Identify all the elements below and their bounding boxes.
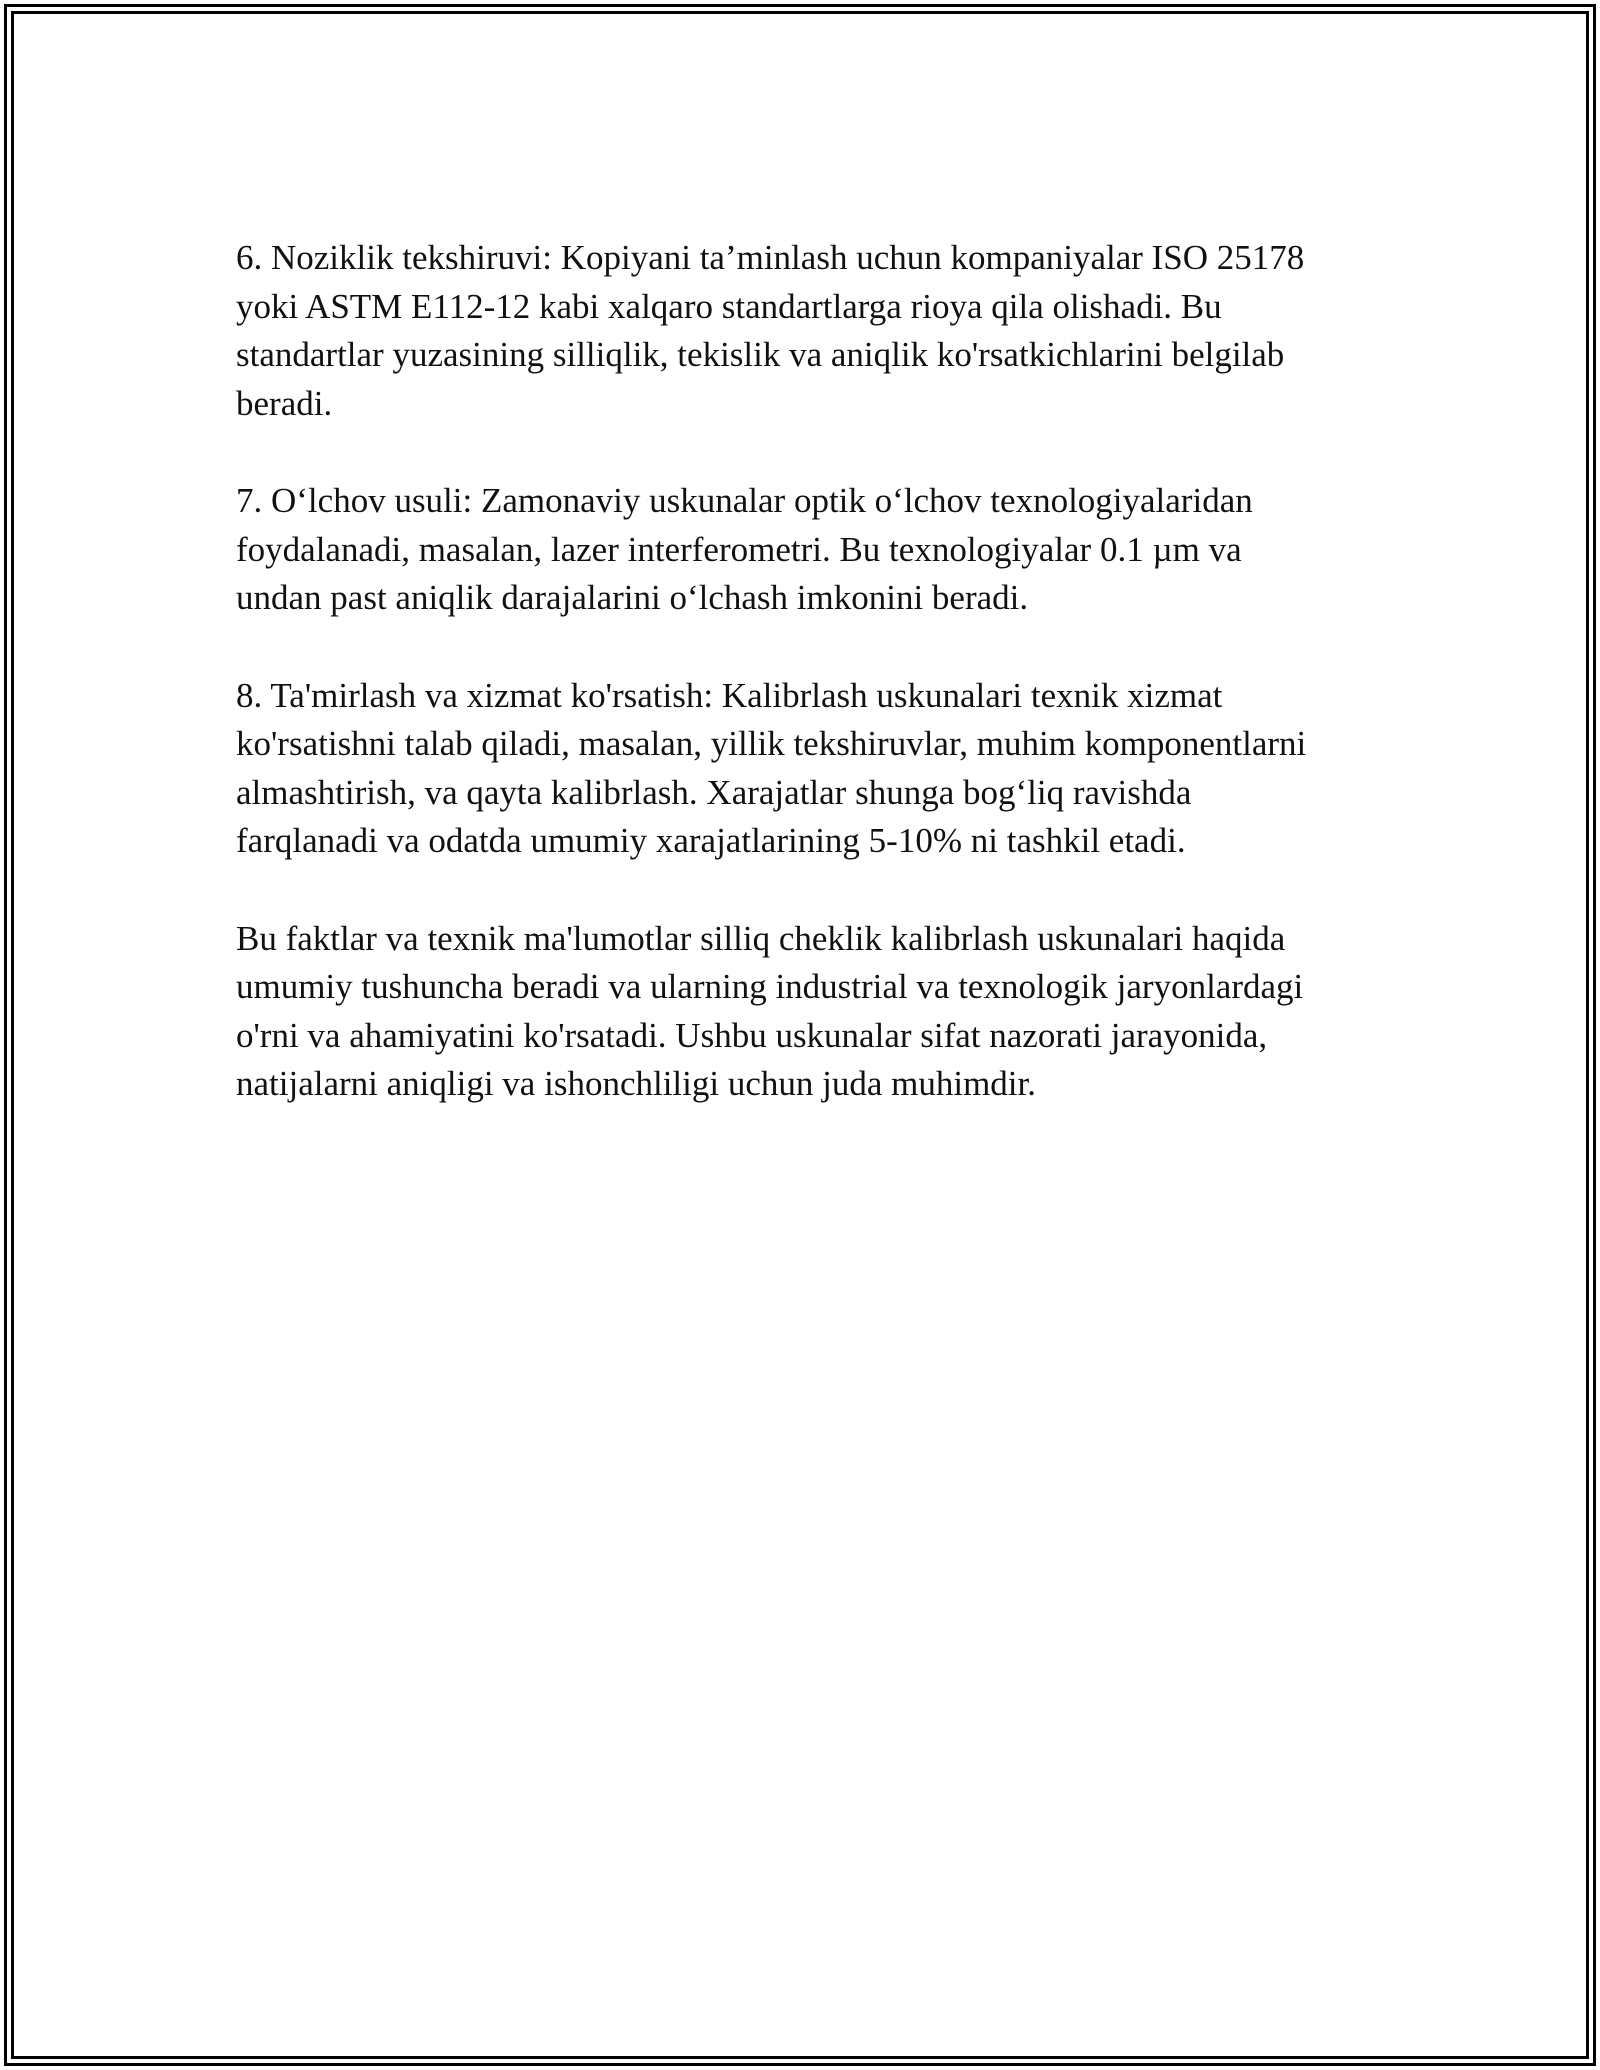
text-line: beradi. [236,383,333,423]
text-line: 7. Oʻlchov usuli: Zamonaviy uskunalar optik oʻlchov texnologiyalaridan [236,481,1253,520]
text-line: standartlar yuzasining silliqlik, tekislik va aniqlik ko'rsatkichlarini belgilab [236,335,1285,374]
text-line: 8. Ta'mirlash va xizmat ko'rsatish: Kalibrlash uskunalari texnik xizmat [236,675,1223,715]
text-line: natijalarni aniqligi va ishonchliligi uchun juda muhimdir. [236,1064,1037,1103]
text-line: 6. Noziklik tekshiruvi: Kopiyani ta’minlash uchun kompaniyalar ISO 25178 [236,238,1305,277]
text-line: umumiy tushuncha beradi va ularning industrial va texnologik jaryonlardagi [236,967,1304,1006]
text-line: o'rni va ahamiyatini ko'rsatadi. Ushbu uskunalar sifat nazorati jarayonida, [236,1015,1268,1055]
paragraph-maintenance [236,672,1376,866]
document-body [236,234,1376,1158]
text-line: Bu faktlar va texnik ma'lumotlar silliq cheklik kalibrlash uskunalari haqida [236,918,1286,958]
paragraph-precision-check [236,234,1376,428]
paragraph-measurement-method [236,477,1376,623]
text-line: ko'rsatishni talab qiladi, masalan, yillik tekshiruvlar, muhim komponentlarni [236,724,1307,763]
text-line: farqlanadi va odatda umumiy xarajatlarining 5-10% ni tashkil etadi. [236,821,1186,860]
text-line: undan past aniqlik darajalarini oʻlchash imkonini beradi. [236,578,1029,617]
text-line: yoki ASTM E112-12 kabi xalqaro standartlarga rioya qila olishadi. Bu [236,286,1222,326]
paragraph-conclusion [236,915,1376,1109]
text-line: foydalanadi, masalan, lazer interferometri. Bu texnologiyalar 0.1 µm va [236,529,1242,569]
text-line: almashtirish, va qayta kalibrlash. Xarajatlar shunga bogʻliq ravishda [236,772,1192,812]
